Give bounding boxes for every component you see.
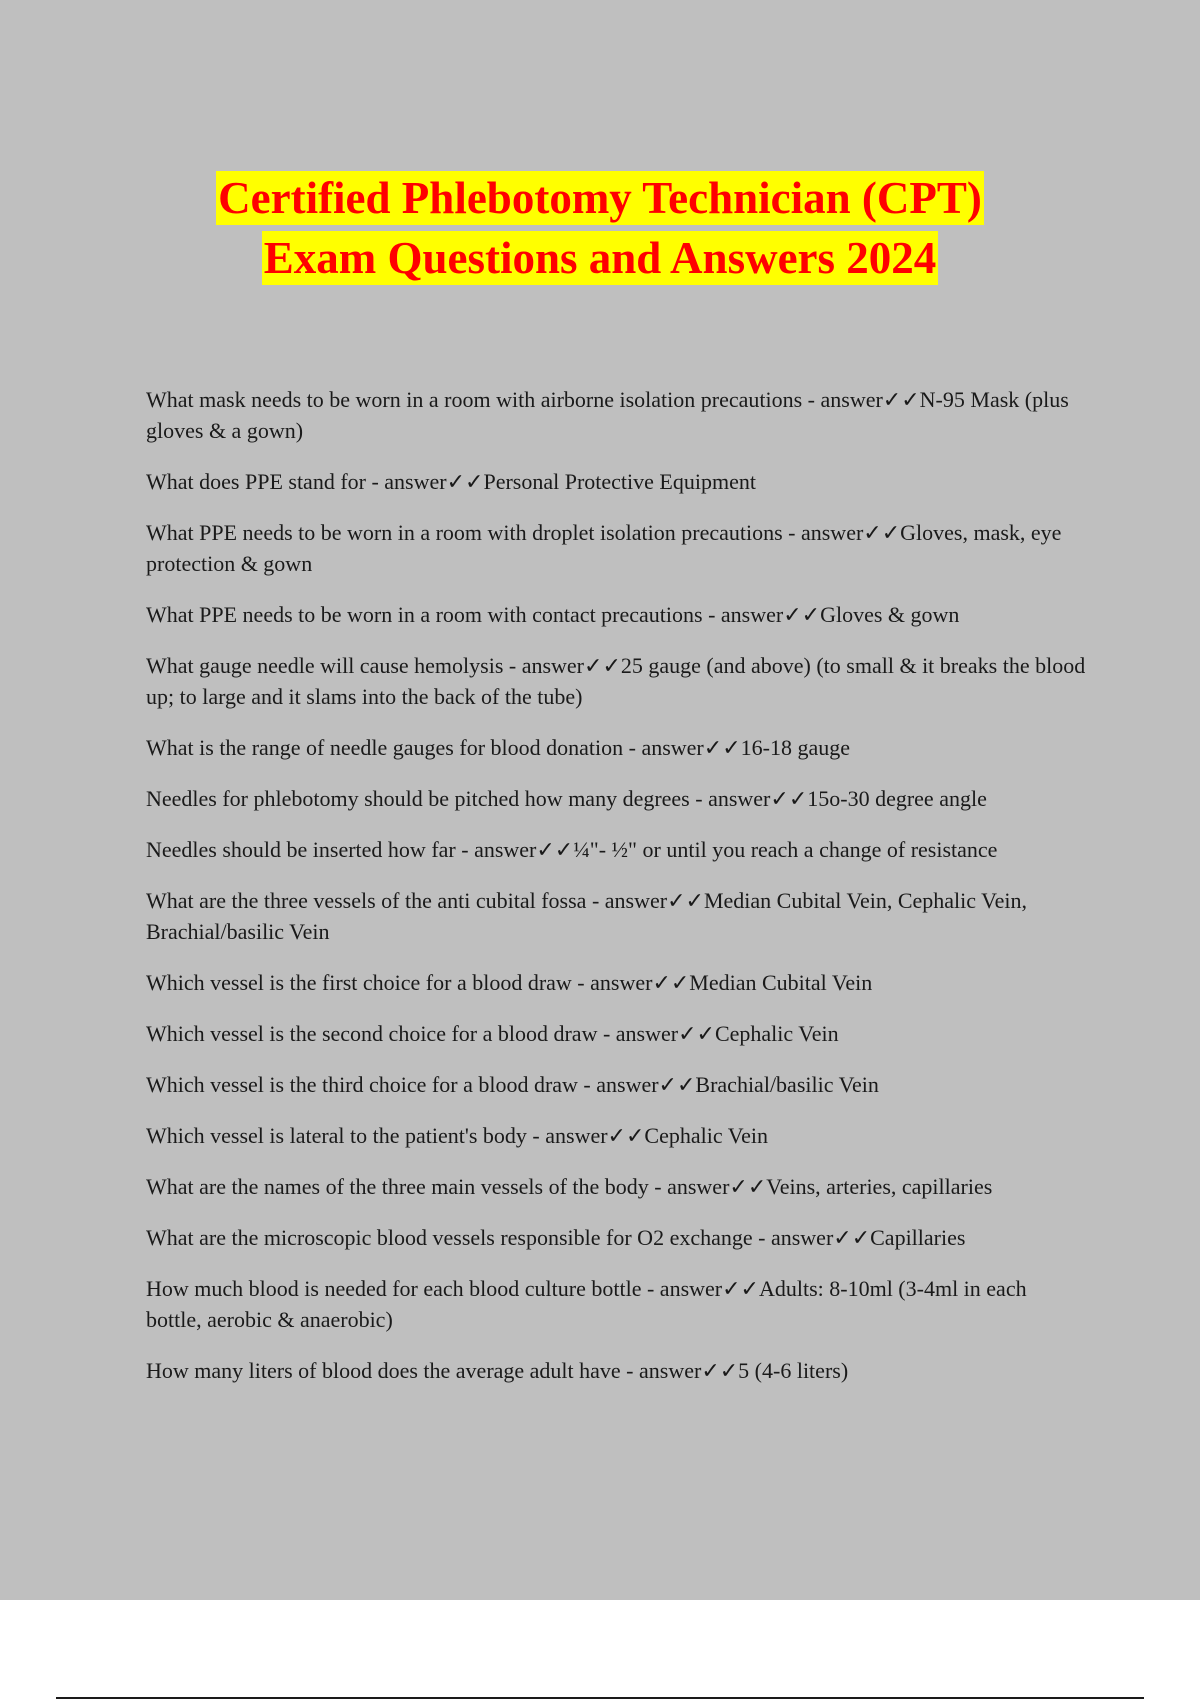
title-line-2: Exam Questions and Answers 2024 (263, 233, 937, 283)
qa-item: What does PPE stand for - answer✓✓Personal Protective Equipment (146, 469, 756, 494)
qa-item: Which vessel is the first choice for a blood draw - answer✓✓Median Cubital Vein (146, 970, 873, 995)
qa-item: Needles should be inserted how far - answer✓✓¼"- ½" or until you reach a change of resistance (146, 837, 998, 862)
qa-item: Needles for phlebotomy should be pitched how many degrees - answer✓✓15o-30 degree angle (146, 786, 987, 811)
qa-item: What is the range of needle gauges for blood donation - answer✓✓16-18 gauge (146, 735, 850, 760)
document-title (0, 168, 1200, 288)
qa-item: What are the names of the three main vessels of the body - answer✓✓Veins, arteries, capillaries (146, 1174, 993, 1199)
qa-item: Which vessel is the second choice for a blood draw - answer✓✓Cephalic Vein (146, 1021, 839, 1046)
qa-item: What mask needs to be worn in a room with airborne isolation precautions - answer✓✓N-95 Mask (plus gloves & a gown) (146, 387, 1069, 443)
qa-item: Which vessel is lateral to the patient's body - answer✓✓Cephalic Vein (146, 1123, 769, 1148)
footer-divider (56, 1697, 1144, 1699)
title-line-1: Certified Phlebotomy Technician (CPT) (218, 173, 982, 223)
qa-item: What gauge needle will cause hemolysis - answer✓✓25 gauge (and above) (to small & it breaks the blood up; to large and it slams into the back of the tube) (146, 653, 1086, 709)
qa-item: What PPE needs to be worn in a room with contact precautions - answer✓✓Gloves & gown (146, 602, 960, 627)
qa-item: What PPE needs to be worn in a room with droplet isolation precautions - answer✓✓Gloves, mask, eye protection & gown (146, 520, 1062, 576)
qa-item: Which vessel is the third choice for a blood draw - answer✓✓Brachial/basilic Vein (146, 1072, 879, 1097)
qa-item: How many liters of blood does the average adult have - answer✓✓5 (4-6 liters) (146, 1358, 849, 1383)
qa-item: What are the three vessels of the anti cubital fossa - answer✓✓Median Cubital Vein, Cephalic Vein, Brachial/basilic Vein (146, 888, 1027, 944)
qa-item: What are the microscopic blood vessels responsible for O2 exchange - answer✓✓Capillaries (146, 1225, 966, 1250)
qa-item: How much blood is needed for each blood culture bottle - answer✓✓Adults: 8-10ml (3-4ml in each bottle, aerobic & anaerobic) (146, 1276, 1027, 1332)
question-answer-list (146, 384, 1086, 1406)
